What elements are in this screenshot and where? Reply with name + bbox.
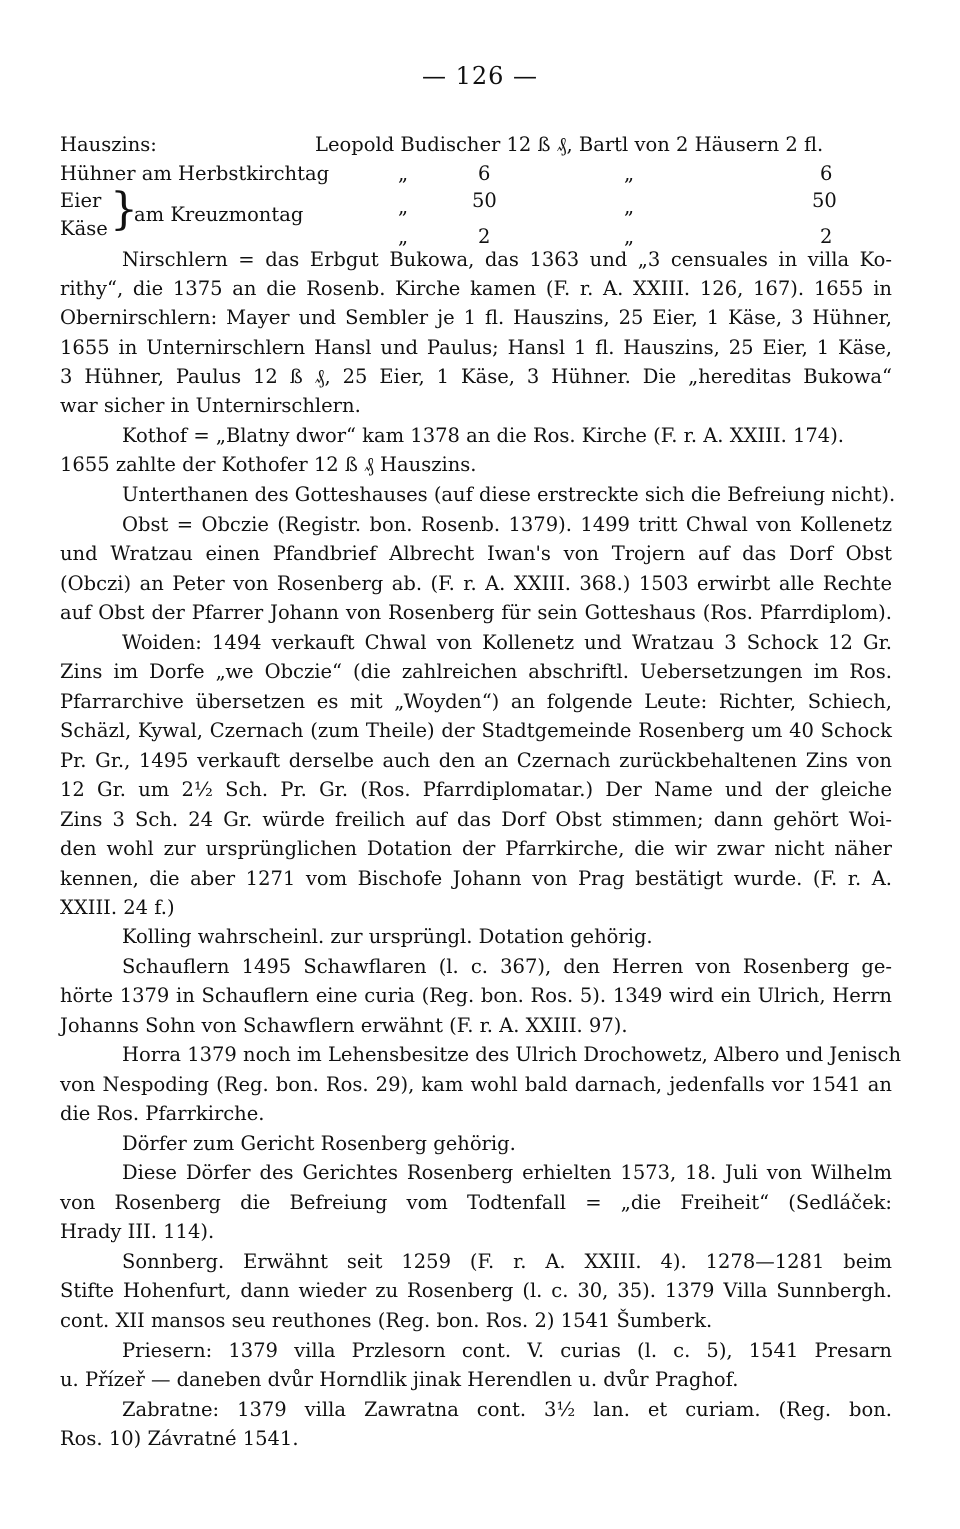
text-line: von Nespoding (Reg. bon. Ros. 29), kam wohl bald darnach, jedenfalls vor 1541 an bbox=[60, 1073, 892, 1096]
table-r4-val2: 2 bbox=[820, 225, 833, 248]
text-line: Kothof = „Blatny dwor“ kam 1378 an die Ros. Kirche (F. r. A. XXIII. 174). bbox=[122, 424, 844, 447]
text-line: Pfarrarchive übersetzen es mit „Woyden“) an folgende Leute: Richter, Schiech, bbox=[60, 690, 892, 713]
text-line: hörte 1379 in Schauflern eine curia (Reg. bon. Ros. 5). 1349 wird ein Ulrich, Herrn bbox=[60, 984, 892, 1007]
text-line: Stifte Hohenfurt, dann wieder zu Rosenberg (l. c. 30, 35). 1379 Villa Sunnbergh. bbox=[60, 1279, 892, 1302]
table-r1-text: Leopold Budischer 12 ß ₰, Bartl von 2 Häusern 2 fl. bbox=[315, 133, 824, 156]
table-r3-val1: 50 bbox=[472, 189, 497, 212]
text-line: Horra 1379 noch im Lehensbesitze des Ulrich Drochowetz, Albero und Jenisch bbox=[122, 1043, 902, 1066]
table-brace-label: am Kreuzmontag bbox=[134, 203, 304, 226]
table-r3-label: Eier bbox=[60, 189, 102, 212]
text-line: Kolling wahrscheinl. zur ursprüngl. Dotation gehörig. bbox=[122, 925, 653, 948]
brace-glyph: } bbox=[110, 184, 138, 235]
text-line: Diese Dörfer des Gerichtes Rosenberg erhielten 1573, 18. Juli von Wilhelm bbox=[122, 1161, 892, 1184]
text-line: und Wratzau einen Pfandbrief Albrecht Iwan's von Trojern auf das Dorf Obst bbox=[60, 542, 892, 565]
table-r4-label: Käse bbox=[60, 217, 108, 240]
table-r2-ditto2: „ bbox=[624, 162, 635, 185]
text-line: Obst = Obczie (Registr. bon. Rosenb. 1379). 1499 tritt Chwal von Kollenetz bbox=[122, 513, 892, 536]
text-line: 1655 zahlte der Kothofer 12 ß ₰ Hauszins. bbox=[60, 453, 477, 476]
text-line: (Obczi) an Peter von Rosenberg ab. (F. r. A. XXIII. 368.) 1503 erwirbt alle Rechte bbox=[60, 572, 892, 595]
table-r3-ditto2: „ bbox=[624, 195, 635, 218]
text-line: Priesern: 1379 villa Przlesorn cont. V. curias (l. c. 5), 1541 Presarn bbox=[122, 1339, 892, 1362]
text-line: u. Přízeř — daneben dvůr Horndlik jinak Herendlen u. dvůr Praghof. bbox=[60, 1368, 739, 1391]
text-line: XXIII. 24 f.) bbox=[60, 896, 175, 919]
text-line: Hrady III. 114). bbox=[60, 1220, 215, 1243]
text-line: Pr. Gr., 1495 verkauft derselbe auch den an Czernach zurückbehaltenen Zins von bbox=[60, 749, 892, 772]
table-r3-ditto1: „ bbox=[398, 195, 409, 218]
text-line: Schäzl, Kywal, Czernach (zum Theile) der Stadtgemeinde Rosenberg um 40 Schock bbox=[60, 719, 892, 742]
text-line: 3 Hühner, Paulus 12 ß ₰, 25 Eier, 1 Käse, 3 Hühner. Die „hereditas Bukowa“ bbox=[60, 365, 892, 388]
table-r2-val2: 6 bbox=[820, 162, 833, 185]
text-line: kennen, die aber 1271 vom Bischofe Johann von Prag bestätigt wurde. (F. r. A. bbox=[60, 867, 892, 890]
table-r2-val1: 6 bbox=[478, 162, 491, 185]
text-line: die Ros. Pfarrkirche. bbox=[60, 1102, 265, 1125]
section-heading: Unterthanen des Gotteshauses (auf diese erstreckte sich die Befreiung nicht). bbox=[122, 483, 896, 506]
text-line: Johanns Sohn von Schawflern erwähnt (F. r. A. XXIII. 97). bbox=[60, 1014, 628, 1037]
text-line: cont. XII mansos seu reuthones (Reg. bon. Ros. 2) 1541 Šumberk. bbox=[60, 1309, 713, 1332]
text-line: Obernirschlern: Mayer und Sembler je 1 fl. Hauszins, 25 Eier, 1 Käse, 3 Hühner, bbox=[60, 306, 892, 329]
section-heading: Dörfer zum Gericht Rosenberg gehörig. bbox=[122, 1132, 516, 1155]
text-line: Sonnberg. Erwähnt seit 1259 (F. r. A. XXIII. 4). 1278—1281 beim bbox=[122, 1250, 892, 1273]
table-r1-label: Hauszins: bbox=[60, 133, 157, 156]
text-line: Zins 3 Sch. 24 Gr. würde freilich auf das Dorf Obst stimmen; dann gehört Woi- bbox=[60, 808, 892, 831]
text-line: von Rosenberg die Befreiung vom Todtenfall = „die Freiheit“ (Sedláček: bbox=[60, 1191, 892, 1214]
table-r4-val1: 2 bbox=[478, 225, 491, 248]
text-line: Zins im Dorfe „we Obczie“ (die zahlreichen abschriftl. Uebersetzungen im Ros. bbox=[60, 660, 892, 683]
text-line: Schauflern 1495 Schawflaren (l. c. 367), den Herren von Rosenberg ge- bbox=[122, 955, 892, 978]
text-line: 12 Gr. um 2½ Sch. Pr. Gr. (Ros. Pfarrdiplomatar.) Der Name und der gleiche bbox=[60, 778, 892, 801]
page-number: — 126 — bbox=[421, 62, 539, 90]
text-line: Nirschlern = das Erbgut Bukowa, das 1363 und „3 censuales in villa Ko- bbox=[122, 248, 892, 271]
table-r4-ditto2: „ bbox=[624, 225, 635, 248]
table-r2-ditto1: „ bbox=[398, 162, 409, 185]
table-r2-label: Hühner am Herbstkirchtag bbox=[60, 162, 330, 185]
text-line: Zabratne: 1379 villa Zawratna cont. 3½ lan. et curiam. (Reg. bon. bbox=[122, 1398, 892, 1421]
table-r4-ditto1: „ bbox=[398, 225, 409, 248]
text-line: war sicher in Unternirschlern. bbox=[60, 394, 361, 417]
text-line: 1655 in Unternirschlern Hansl und Paulus; Hansl 1 fl. Hauszins, 25 Eier, 1 Käse, bbox=[60, 336, 892, 359]
text-line: Woiden: 1494 verkauft Chwal von Kollenetz und Wratzau 3 Schock 12 Gr. bbox=[122, 631, 892, 654]
text-line: Ros. 10) Závratné 1541. bbox=[60, 1427, 299, 1450]
text-line: rithy“, die 1375 an die Rosenb. Kirche kamen (F. r. A. XXIII. 126, 167). 1655 in bbox=[60, 277, 892, 300]
table-r3-val2: 50 bbox=[812, 189, 837, 212]
text-line: den wohl zur ursprünglichen Dotation der Pfarrkirche, die wir zwar nicht näher bbox=[60, 837, 892, 860]
text-line: auf Obst der Pfarrer Johann von Rosenberg für sein Gotteshaus (Ros. Pfarrdiplom). bbox=[60, 601, 892, 624]
